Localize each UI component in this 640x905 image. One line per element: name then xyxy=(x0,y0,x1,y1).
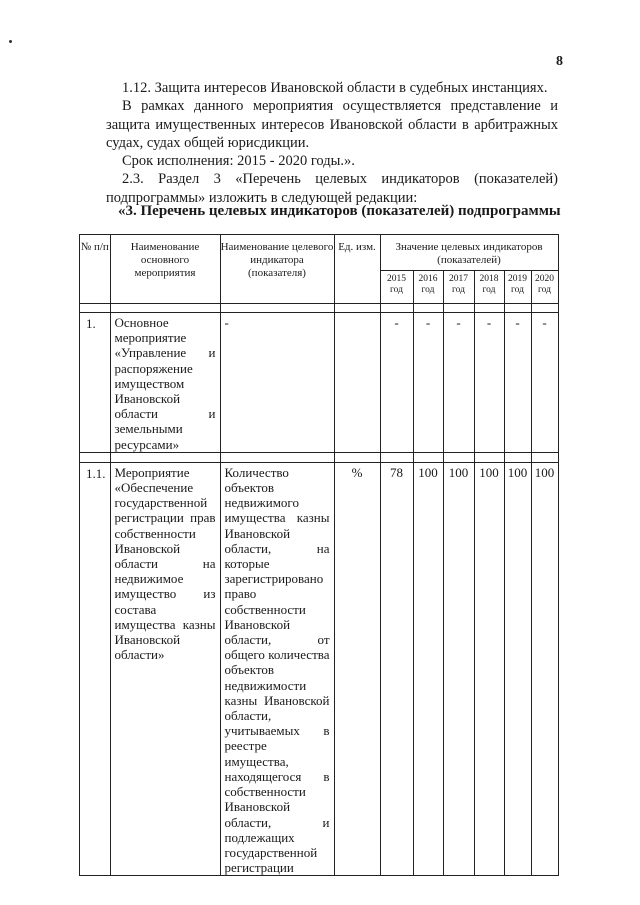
row-measure-name: Основное мероприятие «Управление и распоряжение имуществом Ивановской области и земельными ресурсами» xyxy=(110,313,220,453)
row-value: - xyxy=(474,313,504,453)
year-header: 2020 год xyxy=(531,271,558,304)
year-header: 2017 год xyxy=(443,271,474,304)
table-row xyxy=(80,462,559,875)
year-header: 2015 год xyxy=(380,271,413,304)
row-unit xyxy=(334,313,380,453)
row-value: - xyxy=(443,313,474,453)
year-header: 2019 год xyxy=(504,271,531,304)
header-unit: Ед. изм. xyxy=(334,235,380,304)
row-value: 100 xyxy=(474,462,504,875)
header-indicator-name: Наименование целевого индикатора (показателя) xyxy=(220,235,334,304)
paragraph-1-12: 1.12. Защита интересов Ивановской области в судебных инстанциях. xyxy=(122,80,548,96)
row-value: 100 xyxy=(413,462,443,875)
indicators-table xyxy=(79,234,559,876)
row-value: 78 xyxy=(380,462,413,875)
year-header: 2016 год xyxy=(413,271,443,304)
row-value: 100 xyxy=(531,462,558,875)
header-num: № п/п xyxy=(80,235,111,304)
header-values: Значение целевых индикаторов (показателей) xyxy=(380,235,558,271)
row-indicator-name: - xyxy=(220,313,334,453)
page-number: 8 xyxy=(556,54,563,69)
row-value: - xyxy=(504,313,531,453)
row-value: - xyxy=(413,313,443,453)
section-heading: «3. Перечень целевых индикаторов (показателей) подпрограммы xyxy=(118,203,561,219)
header-measure-name: Наименование основного мероприятия xyxy=(110,235,220,304)
row-value: - xyxy=(380,313,413,453)
row-num: 1.1. xyxy=(80,462,111,875)
row-value: 100 xyxy=(504,462,531,875)
row-measure-name: Мероприятие «Обеспечение государственной регистрации прав собственности Ивановской области на недвижимое имущество из состава имущества казны Ивановской области» xyxy=(110,462,220,875)
paragraph-measure-description: В рамках данного мероприятия осуществляется представление и защита имущественных интересов Ивановской области в арбитражных судах, судах общей юрисдикции. xyxy=(106,98,558,151)
row-value: 100 xyxy=(443,462,474,875)
row-num: 1. xyxy=(80,313,111,453)
table-row xyxy=(80,313,559,453)
row-unit: % xyxy=(334,462,380,875)
row-indicator-name: Количество объектов недвижимого имущества казны Ивановской области, на которые зарегистрировано право собственности Ивановской области, от общего количества объектов недвижимости казны Ивановской области, учитываемых в реестре имущества, находящегося в собственности Ивановской области, и подлежащих государственной регистрации xyxy=(220,462,334,875)
paragraph-2-3: 2.3. Раздел 3 «Перечень целевых индикаторов (показателей) подпрограммы» изложить в следующей редакции: xyxy=(106,171,558,206)
year-header: 2018 год xyxy=(474,271,504,304)
scan-speck xyxy=(9,40,12,43)
row-value: - xyxy=(531,313,558,453)
paragraph-term: Срок исполнения: 2015 - 2020 годы.». xyxy=(122,153,355,169)
